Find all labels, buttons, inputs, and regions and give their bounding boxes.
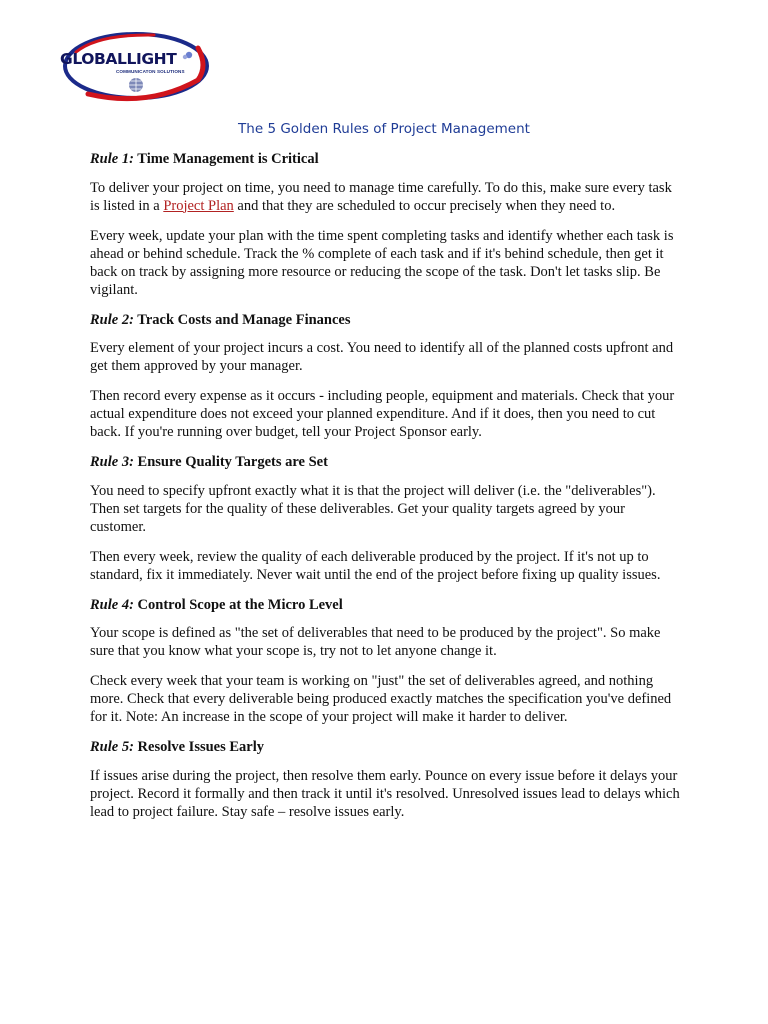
rule-3-paragraph-2: Then every week, review the quality of each deliverable produced by the project. If it's not up to standard, fix it immediately. Never wait until the end of the project before fixing up quality issues. [90, 548, 661, 583]
text-segment: To deliver your project on time, you need to manage time carefully. To do this, make sure every task is listed in a [90, 179, 672, 214]
rule-1-paragraph-1 [90, 179, 680, 215]
rule-5-paragraph-1: If issues arise during the project, then resolve them early. Pounce on every issue before it delays your project. Record it formally and then track it until it's resolved. Unresolved issues lead to delays which lead to project failure. Stay safe – resolve issues early. [90, 767, 680, 820]
rule-title: Control Scope at the Micro Level [137, 596, 343, 613]
rule-number: Rule 2: [90, 311, 134, 328]
rule-number: Rule 4: [90, 596, 134, 613]
rule-title: Ensure Quality Targets are Set [137, 454, 328, 470]
rule-3-paragraph-1: You need to specify upfront exactly what it is that the project will deliver (i.e. the "deliverables"). Then set targets for the quality of these deliverables. Get your quality targets agreed by your customer. [90, 482, 656, 535]
document-title: The 5 Golden Rules of Project Management [238, 121, 530, 137]
rule-1-paragraph-2: Every week, update your plan with the time spent completing tasks and identify whether each task is ahead or behind schedule. Track the % complete of each task and if it's behind schedule, then get it back on track by assigning more resource or reducing the scope of the task. Don't let tasks slip. Be vigilant. [90, 227, 674, 298]
rule-title: Resolve Issues Early [137, 739, 265, 755]
rule-2-heading [90, 311, 680, 329]
project-plan-link[interactable]: Project Plan [163, 197, 234, 214]
rule-2-paragraph-1: Every element of your project incurs a cost. You need to identify all of the planned costs upfront and get them approved by your manager. [90, 340, 674, 374]
text-segment: and that they are scheduled to occur precisely when they need to. [233, 197, 616, 214]
rule-number: Rule 5: [90, 739, 134, 755]
rule-1-heading [90, 150, 680, 168]
rule-4-heading [90, 596, 680, 614]
rule-3-heading [90, 453, 680, 471]
rule-title: Track Costs and Manage Finances [137, 311, 351, 328]
rule-4-paragraph-2: Check every week that your team is working on "just" the set of deliverables agreed, and nothing more. Check that every deliverable being produced exactly matches the specification you've defined for it. Note: An increase in the scope of your project will make it harder to deliver. [90, 673, 672, 725]
logo-tagline: COMMUNICATON SOLUTIONS [116, 69, 185, 74]
rule-2-paragraph-2: Then record every expense as it occurs - including people, equipment and materials. Check that your actual expenditure does not exceed your planned expenditure. And if it does, then you need to cut back. If you're running over budget, tell your Project Sponsor early. [90, 388, 675, 440]
rule-4-paragraph-1: Your scope is defined as "the set of deliverables that need to be produced by the project". So make sure that you know what your scope is, try not to let anyone change it. [90, 625, 661, 659]
logo-brand-text: GLOBALLIGHT [60, 50, 177, 68]
rule-number: Rule 1: [90, 151, 134, 167]
rule-number: Rule 3: [90, 454, 134, 470]
globallight-logo [58, 30, 210, 102]
rule-5-heading [90, 738, 680, 756]
document-body [90, 150, 680, 833]
rule-title: Time Management is Critical [137, 151, 319, 167]
